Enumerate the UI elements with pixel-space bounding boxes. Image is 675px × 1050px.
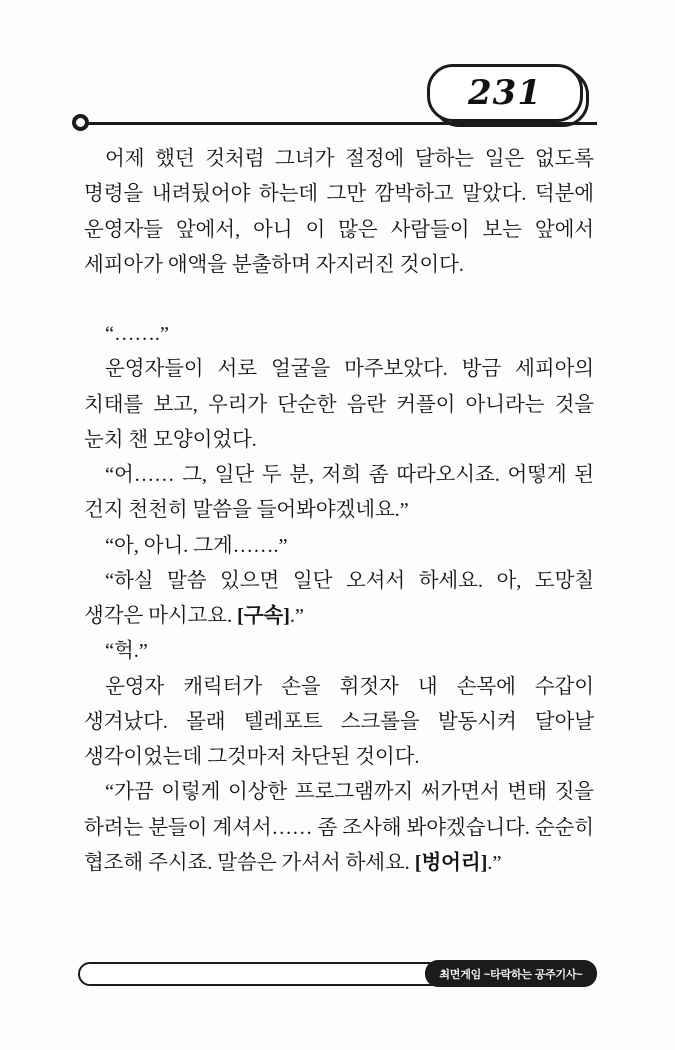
paragraph-text: 운영자 캐릭터가 손을 휘젓자 내 손목에 수갑이 생겨났다. 몰래 텔레포트 스크롤을 발동시켜 달아날 생각이었는데 그것마저 차단된 것이다. <box>84 675 594 768</box>
skill-tag: [벙어리] <box>414 851 488 874</box>
footer-title-tab <box>425 960 597 987</box>
paragraph-text: 운영자들이 서로 얼굴을 마주보았다. 방금 세피아의 치태를 보고, 우리가 단순한 음란 커플이 아니라는 것을 눈치 챈 모양이었다. <box>84 358 594 451</box>
page-body <box>84 142 594 881</box>
skill-tag: [구속] <box>237 605 290 627</box>
paragraph-text-after: .” <box>487 851 502 874</box>
footer-bar <box>78 962 433 986</box>
paragraph-text: 어제 했던 것처럼 그녀가 절정에 달하는 일은 없도록 명령을 내려뒀어야 하는데 그만 깜박하고 말았다. 덕분에 운영자들 앞에서, 아니 이 많은 사람들이 보는 앞에서 세피아가 애액을 분출하며 자지러진 것이다. <box>84 148 594 276</box>
paragraph <box>84 564 594 635</box>
paragraph-text: “어…… 그, 일단 두 분, 저희 좀 따라오시죠. 어떻게 된 건지 천천히 말씀을 들어봐야겠네요.” <box>84 464 594 522</box>
paragraph-text: “아, 아니. 그게…….” <box>105 534 288 557</box>
paragraph-spacer <box>84 283 594 317</box>
paragraph <box>84 458 594 529</box>
paragraph <box>84 634 594 669</box>
paragraph <box>84 670 594 776</box>
paragraph <box>84 317 594 352</box>
paragraph-text: “…….” <box>105 323 169 345</box>
page-header <box>0 58 675 138</box>
paragraph <box>84 775 594 881</box>
page-number-badge <box>427 64 583 122</box>
paragraph <box>84 142 594 283</box>
paragraph-text: “가끔 이렇게 이상한 프로그램까지 써가면서 변태 짓을 하려는 분들이 계셔서…… 좀 조사해 봐야겠습니다. 순순히 협조해 주시죠. 말씀은 가셔서 하세요. <box>84 781 594 874</box>
header-dot-decoration <box>72 114 89 131</box>
page-number: 231 <box>468 73 542 113</box>
paragraph <box>84 529 594 564</box>
book-title: 최면게임 ~타락하는 공주기사~ <box>439 968 583 981</box>
paragraph <box>84 352 594 458</box>
paragraph-text-after: .” <box>289 605 304 627</box>
header-rule <box>78 122 597 125</box>
page-footer <box>78 962 597 988</box>
paragraph-text: “헉.” <box>105 640 148 663</box>
paragraph-text: “하실 말씀 있으면 일단 오셔서 하세요. 아, 도망칠 생각은 마시고요. <box>84 569 594 627</box>
